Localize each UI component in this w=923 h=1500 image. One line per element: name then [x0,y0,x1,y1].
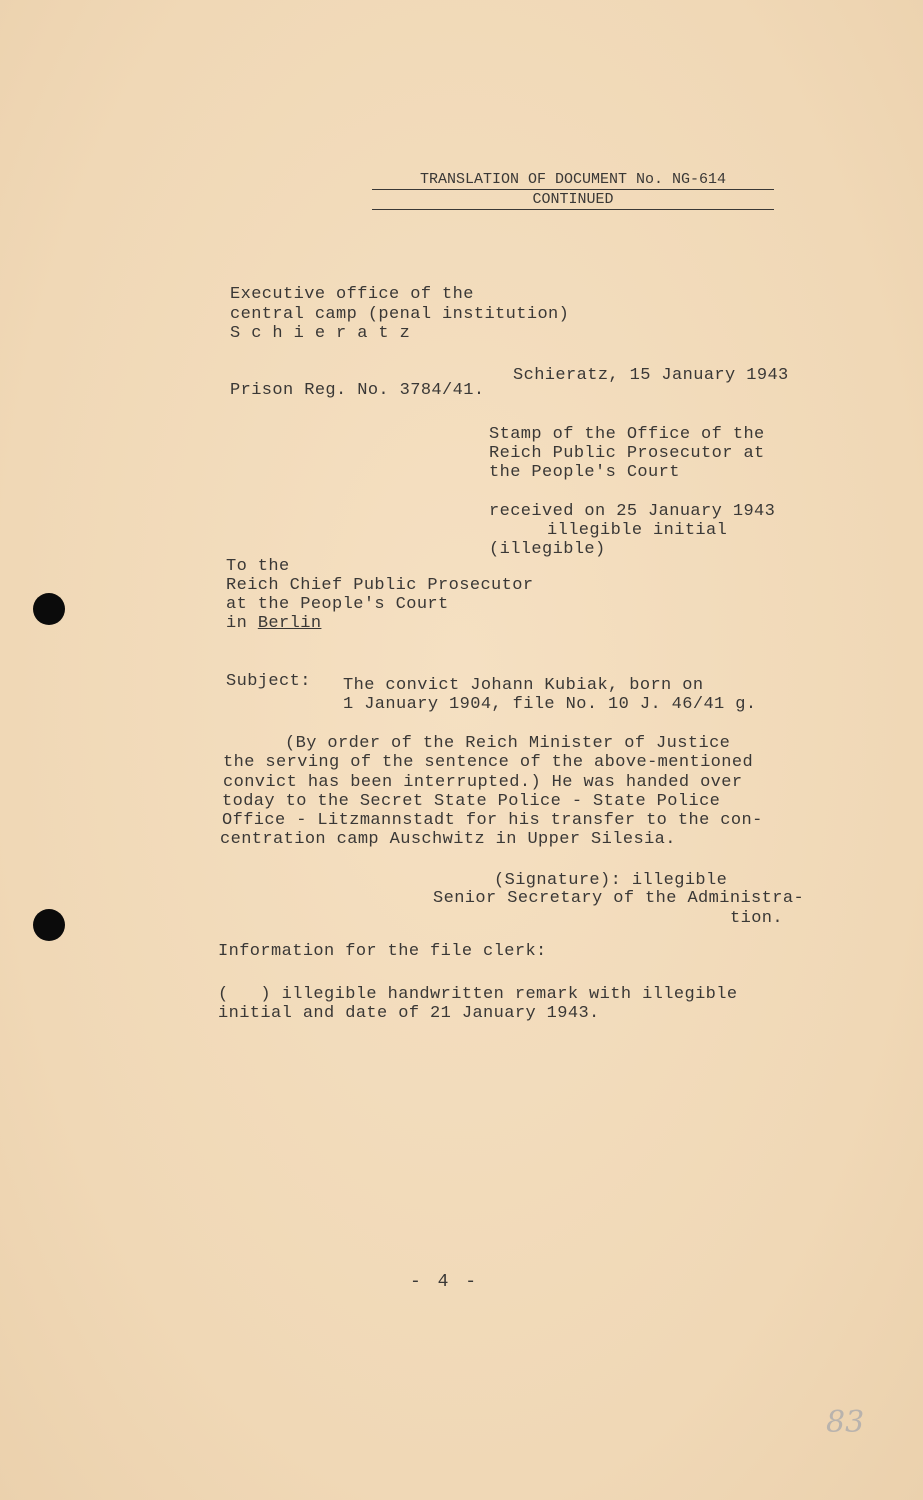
body-line-2: the serving of the sentence of the above-mentioned [223,753,754,772]
stamp-initial: illegible initial [547,521,728,540]
subject-line-1: The convict Johann Kubiak, born on [343,676,704,695]
body-line-3: convict has been interrupted.) He was handed over [223,773,743,792]
body-line-1: (By order of the Reich Minister of Justice [285,734,731,753]
stamp-received: received on 25 January 1943 [489,502,776,521]
stamp-line-2: Reich Public Prosecutor at [489,444,765,463]
prison-reg: Prison Reg. No. 3784/41. [230,381,485,400]
stamp-illegible: (illegible) [489,540,606,559]
addressee-city: Berlin [257,614,322,633]
sender-line-3: S c h i e r a t z [230,324,411,343]
info-line-2: initial and date of 21 January 1943. [218,1004,600,1023]
body-line-6: centration camp Auschwitz in Upper Silesia. [220,830,676,849]
addressee-line-2: Reich Chief Public Prosecutor [226,576,534,595]
stamp-line-3: the People's Court [489,463,680,482]
stamp-line-1: Stamp of the Office of the [489,425,765,444]
signature-line-1: (Signature): illegible [494,871,728,890]
sender-line-2: central camp (penal institution) [230,305,570,324]
header-continued: CONTINUED [372,190,774,210]
subject-label: Subject: [226,672,311,691]
signature-line-3: tion. [730,909,784,928]
subject-line-2: 1 January 1904, file No. 10 J. 46/41 g. [343,695,757,714]
addressee-prefix: in [226,614,258,633]
place-date: Schieratz, 15 January 1943 [513,366,789,385]
addressee-line-3: at the People's Court [226,595,449,614]
header-title: TRANSLATION OF DOCUMENT No. NG-614 [372,170,774,190]
signature-line-2: Senior Secretary of the Administra- [433,889,805,908]
punch-hole-top [33,593,65,625]
info-title: Information for the file clerk: [218,942,547,961]
pencil-page-mark: 83 [826,1405,865,1440]
punch-hole-bottom [33,909,65,941]
body-line-4: today to the Secret State Police - State Police [222,792,721,811]
addressee-line-1: To the [226,557,290,576]
document-header [372,170,774,210]
sender-line-1: Executive office of the [230,285,474,304]
page-number: - 4 - [410,1272,480,1292]
addressee-line-4 [226,614,321,633]
info-line-1: ( ) illegible handwritten remark with illegible [218,985,738,1004]
body-line-5: Office - Litzmannstadt for his transfer to the con- [222,811,763,830]
